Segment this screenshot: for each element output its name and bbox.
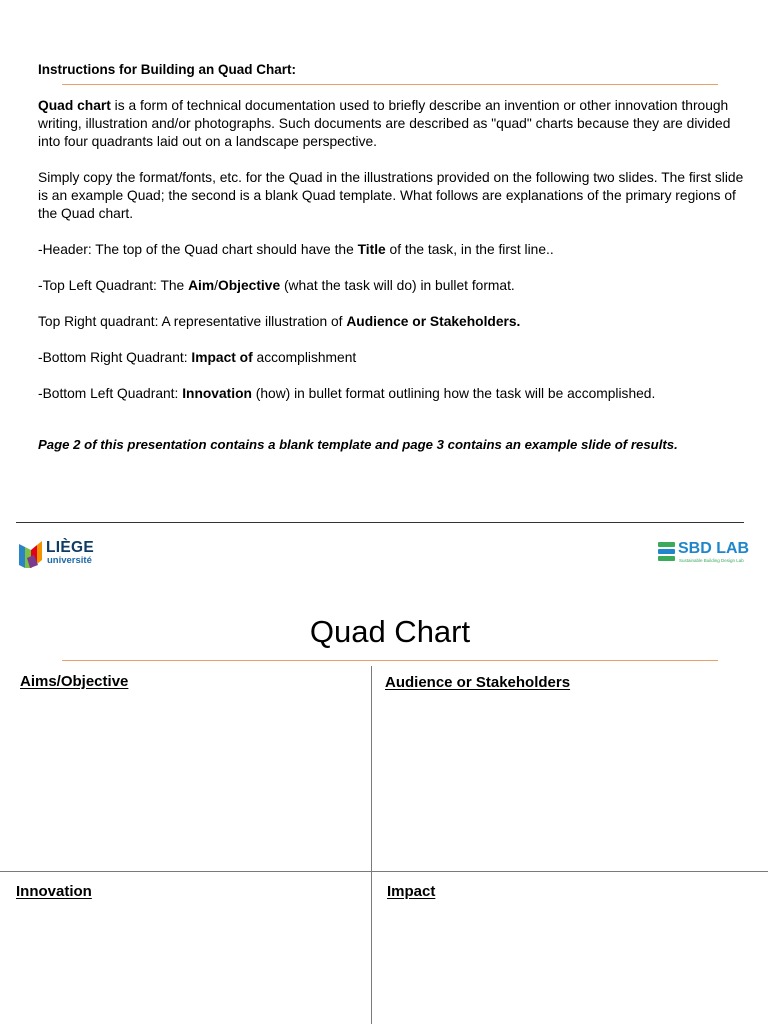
- header-text-end: of the task, in the first line..: [385, 242, 554, 257]
- intro-paragraph: [38, 97, 748, 151]
- bottom-left-text: -Bottom Left Quadrant:: [38, 386, 183, 401]
- template-footnote: Page 2 of this presentation contains a blank template and page 3 contains an example slide of results.: [38, 437, 678, 452]
- format-paragraph: Simply copy the format/fonts, etc. for the Quad in the illustrations provided on the following two slides. The first slide is an example Quad; the second is a blank Quad template. What follows are explanations of the primary regions of the Quad chart.: [38, 170, 744, 221]
- bottom-right-text-end: accomplishment: [252, 350, 357, 365]
- bottom-left-text-end: (how) in bullet format outlining how the task will be accomplished.: [251, 386, 656, 401]
- top-right-instruction: [38, 313, 748, 331]
- top-right-text: Top Right quadrant: A representative illustration of: [38, 314, 347, 329]
- sbd-lab-logo: [658, 540, 754, 566]
- bottom-right-instruction: [38, 349, 748, 367]
- top-left-bold-aim: Aim: [188, 278, 215, 293]
- header-bold: Title: [357, 242, 386, 257]
- quadrant-impact: Impact: [387, 883, 436, 900]
- header-text: -Header: The top of the Quad chart should have the: [38, 242, 358, 257]
- quad-title-divider: [62, 660, 718, 661]
- top-right-bold: Audience or Stakeholders.: [346, 314, 521, 329]
- liege-universite-logo: [18, 537, 118, 571]
- bottom-left-bold: Innovation: [182, 386, 252, 401]
- intro-text: is a form of technical documentation used to briefly describe an invention or other innovation through writing, illustration and/or photographs. Such documents are described as "quad" charts because they are divided into four quadrants laid out on a landscape perspective.: [38, 98, 731, 149]
- top-left-text: -Top Left Quadrant: The: [38, 278, 189, 293]
- bottom-right-text: -Bottom Right Quadrant:: [38, 350, 192, 365]
- quadrant-audience-stakeholders: Audience or Stakeholders: [385, 674, 571, 691]
- instructions-title: Instructions for Building an Quad Chart:: [38, 62, 296, 77]
- slide-separator: [16, 522, 744, 523]
- bottom-left-instruction: [38, 385, 748, 403]
- top-left-instruction: [38, 277, 748, 295]
- top-left-slash: /: [214, 278, 218, 293]
- quad-chart-term: Quad chart: [38, 98, 111, 113]
- quadrant-innovation: Innovation: [16, 883, 92, 900]
- top-left-text-end: (what the task will do) in bullet format.: [280, 278, 515, 293]
- header-instruction: [38, 241, 748, 259]
- sbd-logo-name: SBD LAB: [678, 540, 750, 557]
- quadrant-aims-objective: Aims/Objective: [20, 673, 129, 690]
- quad-chart-title: Quad Chart: [309, 614, 471, 649]
- liege-logo-sub: université: [47, 555, 92, 566]
- quadrant-vertical-divider: [371, 666, 372, 1024]
- sbd-logo-mark-icon: [658, 541, 676, 565]
- bottom-right-bold: Impact of: [191, 350, 253, 365]
- sbd-logo-sub: Sustainable Building Design Lab: [679, 558, 744, 563]
- quadrant-horizontal-divider: [0, 871, 768, 872]
- title-divider: [62, 84, 718, 85]
- top-left-bold-objective: Objective: [218, 278, 281, 293]
- liege-logo-name: LIÈGE: [46, 539, 95, 556]
